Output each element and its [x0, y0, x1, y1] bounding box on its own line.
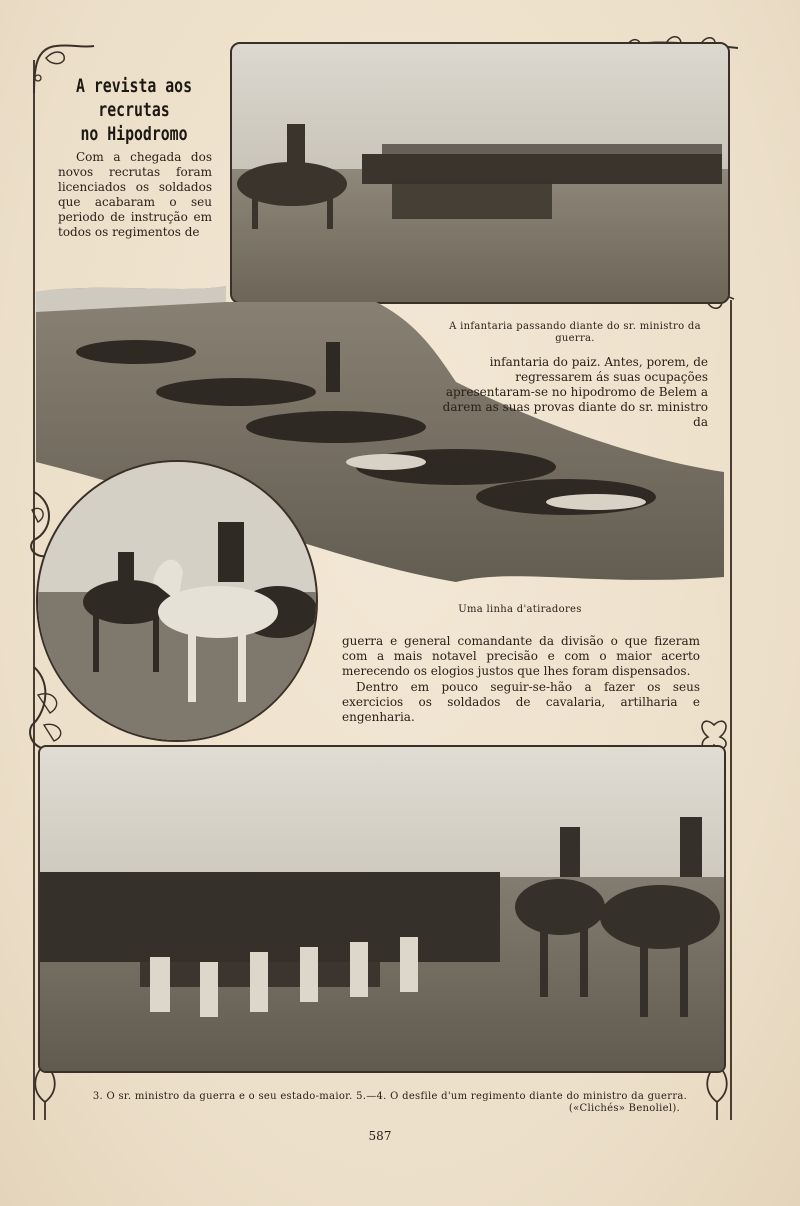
paragraph-4: Dentro em pouco seguir-se-hão a fazer os seus exercicios os soldados de cavalaria, artilharia e engenharia. — [342, 680, 700, 724]
paragraph-1: Com a chegada dos novos recrutas foram licenciados os soldados que acabaram o seu periodo de instrução em todos os regimentos de — [58, 150, 212, 239]
paragraph-2-text: infantaria do paiz. Antes, porem, de regressarem ás suas ocupações apresentaram-se no hipodromo de Belem a darem as suas provas diante do sr. ministro da — [442, 355, 708, 429]
article-title — [64, 74, 204, 146]
caption-photo-1: A infantaria passando diante do sr. ministro da guerra. — [449, 321, 701, 344]
photo-regiment-parade — [38, 745, 726, 1073]
caption-photo-2: Uma linha d'atiradores — [458, 604, 582, 615]
caption-credit: («Clichés» Benoliel). — [568, 1103, 680, 1114]
photo-officers-cavalry — [36, 460, 318, 742]
paragraph-2 — [412, 355, 708, 430]
frame-left-line — [33, 60, 35, 1120]
frame-right-line — [730, 300, 732, 1120]
paragraph-3: guerra e general comandante da divisão o que fizeram com a mais notavel precisão e com o maior acerto merecendo os elogios justos que lhes foram dispensados. — [342, 634, 700, 678]
caption-bottom: 3. O sr. ministro da guerra e o seu estado-maior. 5.—4. O desfile d'um regimento diante do ministro da guerra. — [92, 1091, 688, 1102]
title-line-2: no Hipodromo — [80, 123, 188, 145]
page-number: 587 — [368, 1129, 392, 1143]
title-line-1: A revista aos recrutas — [75, 75, 193, 121]
